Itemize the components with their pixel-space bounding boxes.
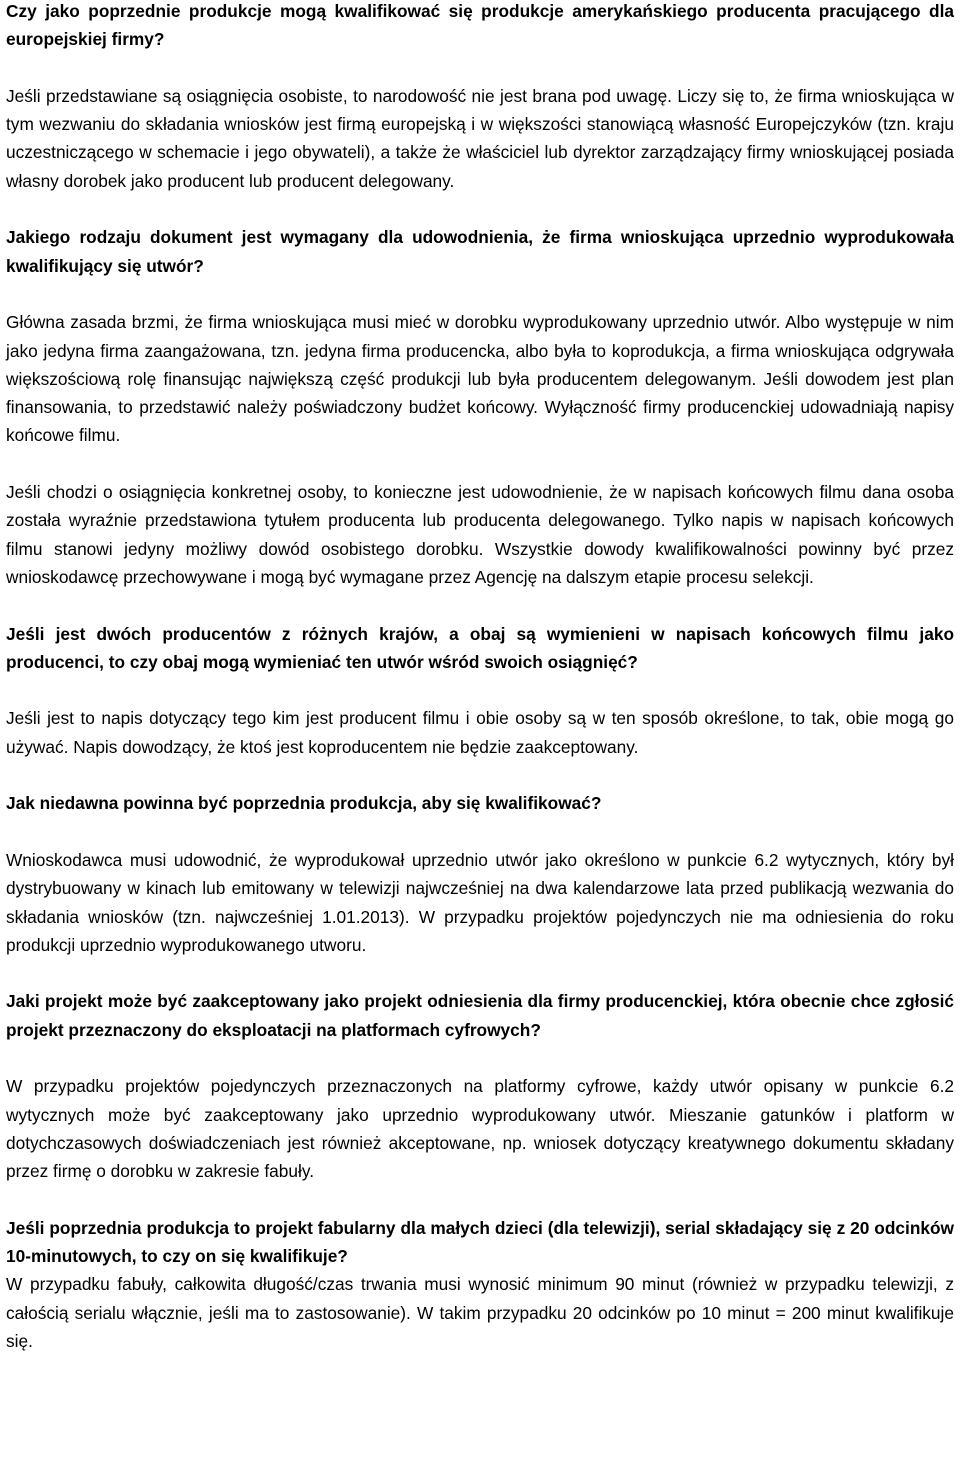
question-3: Jeśli jest dwóch producentów z różnych krajów, a obaj są wymienieni w napisach końcowych filmu jako producenci, to czy obaj mogą wymieniać ten utwór wśród swoich osiągnięć?	[6, 623, 954, 672]
answer-5: W przypadku projektów pojedynczych przeznaczonych na platformy cyfrowe, każdy utwór opisany w punkcie 6.2 wytycznych może być zaakceptowany jako uprzednio wyprodukowany utwór. Mieszanie gatunków i platform w dotychczasowych doświadczeniach jest również akceptowane, np. wniosek dotyczący kreatywnego dokumentu składany przez firmę o dorobku w zakresie fabuły.	[6, 1076, 954, 1182]
faq-section-5	[6, 987, 954, 1185]
faq-section-1	[6, 0, 954, 195]
answer-1: Jeśli przedstawiane są osiągnięcia osobiste, to narodowość nie jest brana pod uwagę. Liczy się to, że firma wnioskująca w tym wezwaniu do składania wniosków jest firmą europejską i w większości stanowiącą własność Europejczyków (tzn. kraju uczestniczącego w schemacie i jego obywateli), a także że właściciel lub dyrektor zarządzający firmy wnioskującej posiada własny dorobek jako producent lub producent delegowany.	[6, 85, 954, 191]
answer-2a: Główna zasada brzmi, że firma wnioskująca musi mieć w dorobku wyprodukowany uprzednio utwór. Albo występuje w nim jako jedyna firma zaangażowana, tzn. jedyna firma producencka, albo była to koprodukcja, a firma wnioskująca odgrywała większościową rolę finansując największą część produkcji lub była producentem delegowanym. Jeśli dowodem jest plan finansowania, to przedstawić należy poświadczony budżet końcowy. Wyłączność firmy producenckiej udowadniają napisy końcowe filmu.	[6, 312, 954, 446]
question-5: Jaki projekt może być zaakceptowany jako projekt odniesienia dla firmy producenckiej, która obecnie chce zgłosić projekt przeznaczony do eksploatacji na platformach cyfrowych?	[6, 991, 954, 1040]
faq-section-6	[6, 1214, 954, 1355]
answer-6: W przypadku fabuły, całkowita długość/czas trwania musi wynosić minimum 90 minut (również w przypadku telewizji, z całością serialu włącznie, jeśli ma to zastosowanie). W takim przypadku 20 odcinków po 10 minut = 200 minut kwalifikuje się.	[6, 1274, 954, 1351]
answer-4: Wnioskodawca musi udowodnić, że wyprodukował uprzednio utwór jako określono w punkcie 6.2 wytycznych, który był dystrybuowany w kinach lub emitowany w telewizji najwcześniej na dwa kalendarzowe lata przed publikacją wezwania do składania wniosków (tzn. najwcześniej 1.01.2013). W przypadku projektów pojedynczych nie ma odniesienia do roku produkcji uprzednio wyprodukowanego utworu.	[6, 849, 954, 955]
faq-section-3	[6, 620, 954, 761]
question-1: Czy jako poprzednie produkcje mogą kwalifikować się produkcje amerykańskiego producenta pracującego dla europejskiej firmy?	[6, 1, 954, 50]
question-4: Jak niedawna powinna być poprzednia produkcja, aby się kwalifikować?	[6, 793, 602, 814]
question-2: Jakiego rodzaju dokument jest wymagany dla udowodnienia, że firma wnioskująca uprzednio wyprodukowała kwalifikujący się utwór?	[6, 227, 954, 276]
question-6: Jeśli poprzednia produkcja to projekt fabularny dla małych dzieci (dla telewizji), serial składający się z 20 odcinków 10-minutowych, to czy on się kwalifikuje?	[6, 1217, 954, 1267]
answer-3: Jeśli jest to napis dotyczący tego kim jest producent filmu i obie osoby są w ten sposób określone, to tak, obie mogą go używać. Napis dowodzący, że ktoś jest koproducentem nie będzie zaakceptowany.	[6, 708, 954, 757]
answer-2b: Jeśli chodzi o osiągnięcia konkretnej osoby, to konieczne jest udowodnienie, że w napisach końcowych filmu dana osoba została wyraźnie przedstawiona tytułem producenta lub producenta delegowanego. Tylko napis w napisach końcowych filmu stanowi jedyny możliwy dowód osobistego dorobku. Wszystkie dowody kwalifikowalności powinny być przez wnioskodawcę przechowywane i mogą być wymagane przez Agencję na dalszym etapie procesu selekcji.	[6, 482, 954, 587]
faq-section-2	[6, 223, 954, 591]
faq-section-4	[6, 789, 954, 959]
